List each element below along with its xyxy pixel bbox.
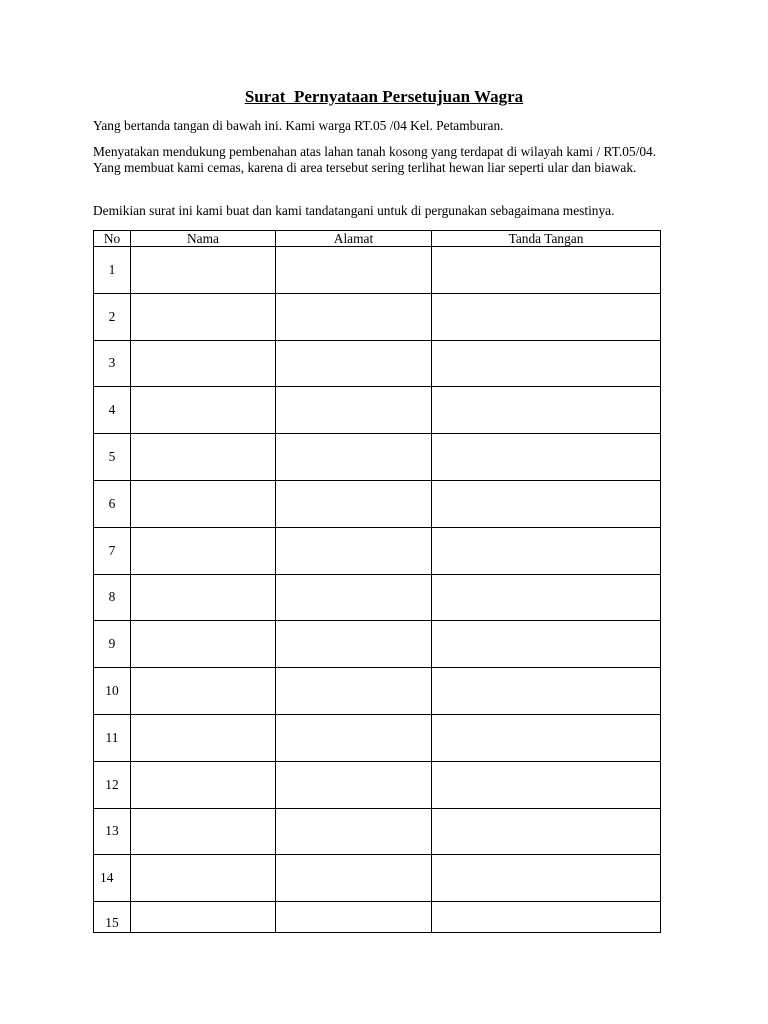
table-row (94, 434, 661, 481)
cell-alamat[interactable] (276, 574, 432, 621)
cell-tanda-tangan[interactable] (432, 480, 661, 527)
table-row (94, 714, 661, 761)
cell-tanda-tangan[interactable] (432, 434, 661, 481)
table-row (94, 387, 661, 434)
header-nama: Nama (131, 231, 276, 247)
cell-alamat[interactable] (276, 340, 432, 387)
table-row (94, 902, 661, 933)
cell-tanda-tangan[interactable] (432, 247, 661, 294)
cell-nama[interactable] (131, 621, 276, 668)
cell-no: 4 (94, 387, 131, 434)
signature-table (93, 230, 661, 933)
cell-no: 3 (94, 340, 131, 387)
cell-alamat[interactable] (276, 855, 432, 902)
cell-no: 5 (94, 434, 131, 481)
table-row (94, 808, 661, 855)
cell-no: 10 (94, 668, 131, 715)
document-title: Surat Pernyataan Persetujuan Wagra (244, 87, 524, 106)
cell-nama[interactable] (131, 574, 276, 621)
cell-alamat[interactable] (276, 387, 432, 434)
cell-nama[interactable] (131, 855, 276, 902)
table-row (94, 247, 661, 294)
cell-no: 8 (94, 574, 131, 621)
cell-tanda-tangan[interactable] (432, 714, 661, 761)
cell-tanda-tangan[interactable] (432, 621, 661, 668)
cell-tanda-tangan[interactable] (432, 668, 661, 715)
cell-tanda-tangan[interactable] (432, 340, 661, 387)
cell-tanda-tangan[interactable] (432, 387, 661, 434)
cell-nama[interactable] (131, 434, 276, 481)
cell-nama[interactable] (131, 293, 276, 340)
cell-nama[interactable] (131, 714, 276, 761)
cell-tanda-tangan[interactable] (432, 902, 661, 933)
cell-no: 13 (94, 808, 131, 855)
table-row (94, 621, 661, 668)
cell-no: 14 (94, 855, 131, 902)
cell-alamat[interactable] (276, 808, 432, 855)
cell-tanda-tangan[interactable] (432, 527, 661, 574)
cell-alamat[interactable] (276, 434, 432, 481)
cell-no: 15 (94, 902, 131, 933)
cell-tanda-tangan[interactable] (432, 293, 661, 340)
cell-nama[interactable] (131, 761, 276, 808)
cell-no: 12 (94, 761, 131, 808)
table-row (94, 855, 661, 902)
cell-nama[interactable] (131, 247, 276, 294)
cell-alamat[interactable] (276, 621, 432, 668)
header-tanda-tangan: Tanda Tangan (432, 231, 661, 247)
header-alamat: Alamat (276, 231, 432, 247)
cell-alamat[interactable] (276, 247, 432, 294)
table-row (94, 527, 661, 574)
cell-alamat[interactable] (276, 761, 432, 808)
paragraph-statement: Menyatakan mendukung pembenahan atas lahan tanah kosong yang terdapat di wilayah kami / RT.05/04. Yang membuat kami cemas, karena di area tersebut sering terlihat hewan liar seperti ular dan biawak. (93, 144, 657, 175)
cell-alamat[interactable] (276, 902, 432, 933)
cell-alamat[interactable] (276, 527, 432, 574)
table-row (94, 761, 661, 808)
table-row (94, 668, 661, 715)
cell-no: 2 (94, 293, 131, 340)
cell-no: 11 (94, 714, 131, 761)
cell-no: 6 (94, 480, 131, 527)
header-no: No (94, 231, 131, 247)
cell-tanda-tangan[interactable] (432, 855, 661, 902)
cell-tanda-tangan[interactable] (432, 574, 661, 621)
cell-alamat[interactable] (276, 480, 432, 527)
table-row (94, 574, 661, 621)
cell-tanda-tangan[interactable] (432, 761, 661, 808)
cell-nama[interactable] (131, 527, 276, 574)
cell-nama[interactable] (131, 668, 276, 715)
cell-no: 1 (94, 247, 131, 294)
cell-alamat[interactable] (276, 668, 432, 715)
cell-nama[interactable] (131, 340, 276, 387)
table-header-row (94, 231, 661, 247)
table-row (94, 293, 661, 340)
cell-nama[interactable] (131, 480, 276, 527)
paragraph-closing: Demikian surat ini kami buat dan kami tandatangani untuk di pergunakan sebagaimana mestinya. (93, 203, 615, 218)
cell-nama[interactable] (131, 808, 276, 855)
paragraph-intro: Yang bertanda tangan di bawah ini. Kami warga RT.05 /04 Kel. Petamburan. (93, 118, 504, 133)
cell-tanda-tangan[interactable] (432, 808, 661, 855)
cell-no: 7 (94, 527, 131, 574)
cell-alamat[interactable] (276, 714, 432, 761)
table-row (94, 340, 661, 387)
cell-nama[interactable] (131, 387, 276, 434)
cell-no: 9 (94, 621, 131, 668)
signature-table-body (94, 247, 661, 933)
cell-nama[interactable] (131, 902, 276, 933)
cell-alamat[interactable] (276, 293, 432, 340)
table-row (94, 480, 661, 527)
